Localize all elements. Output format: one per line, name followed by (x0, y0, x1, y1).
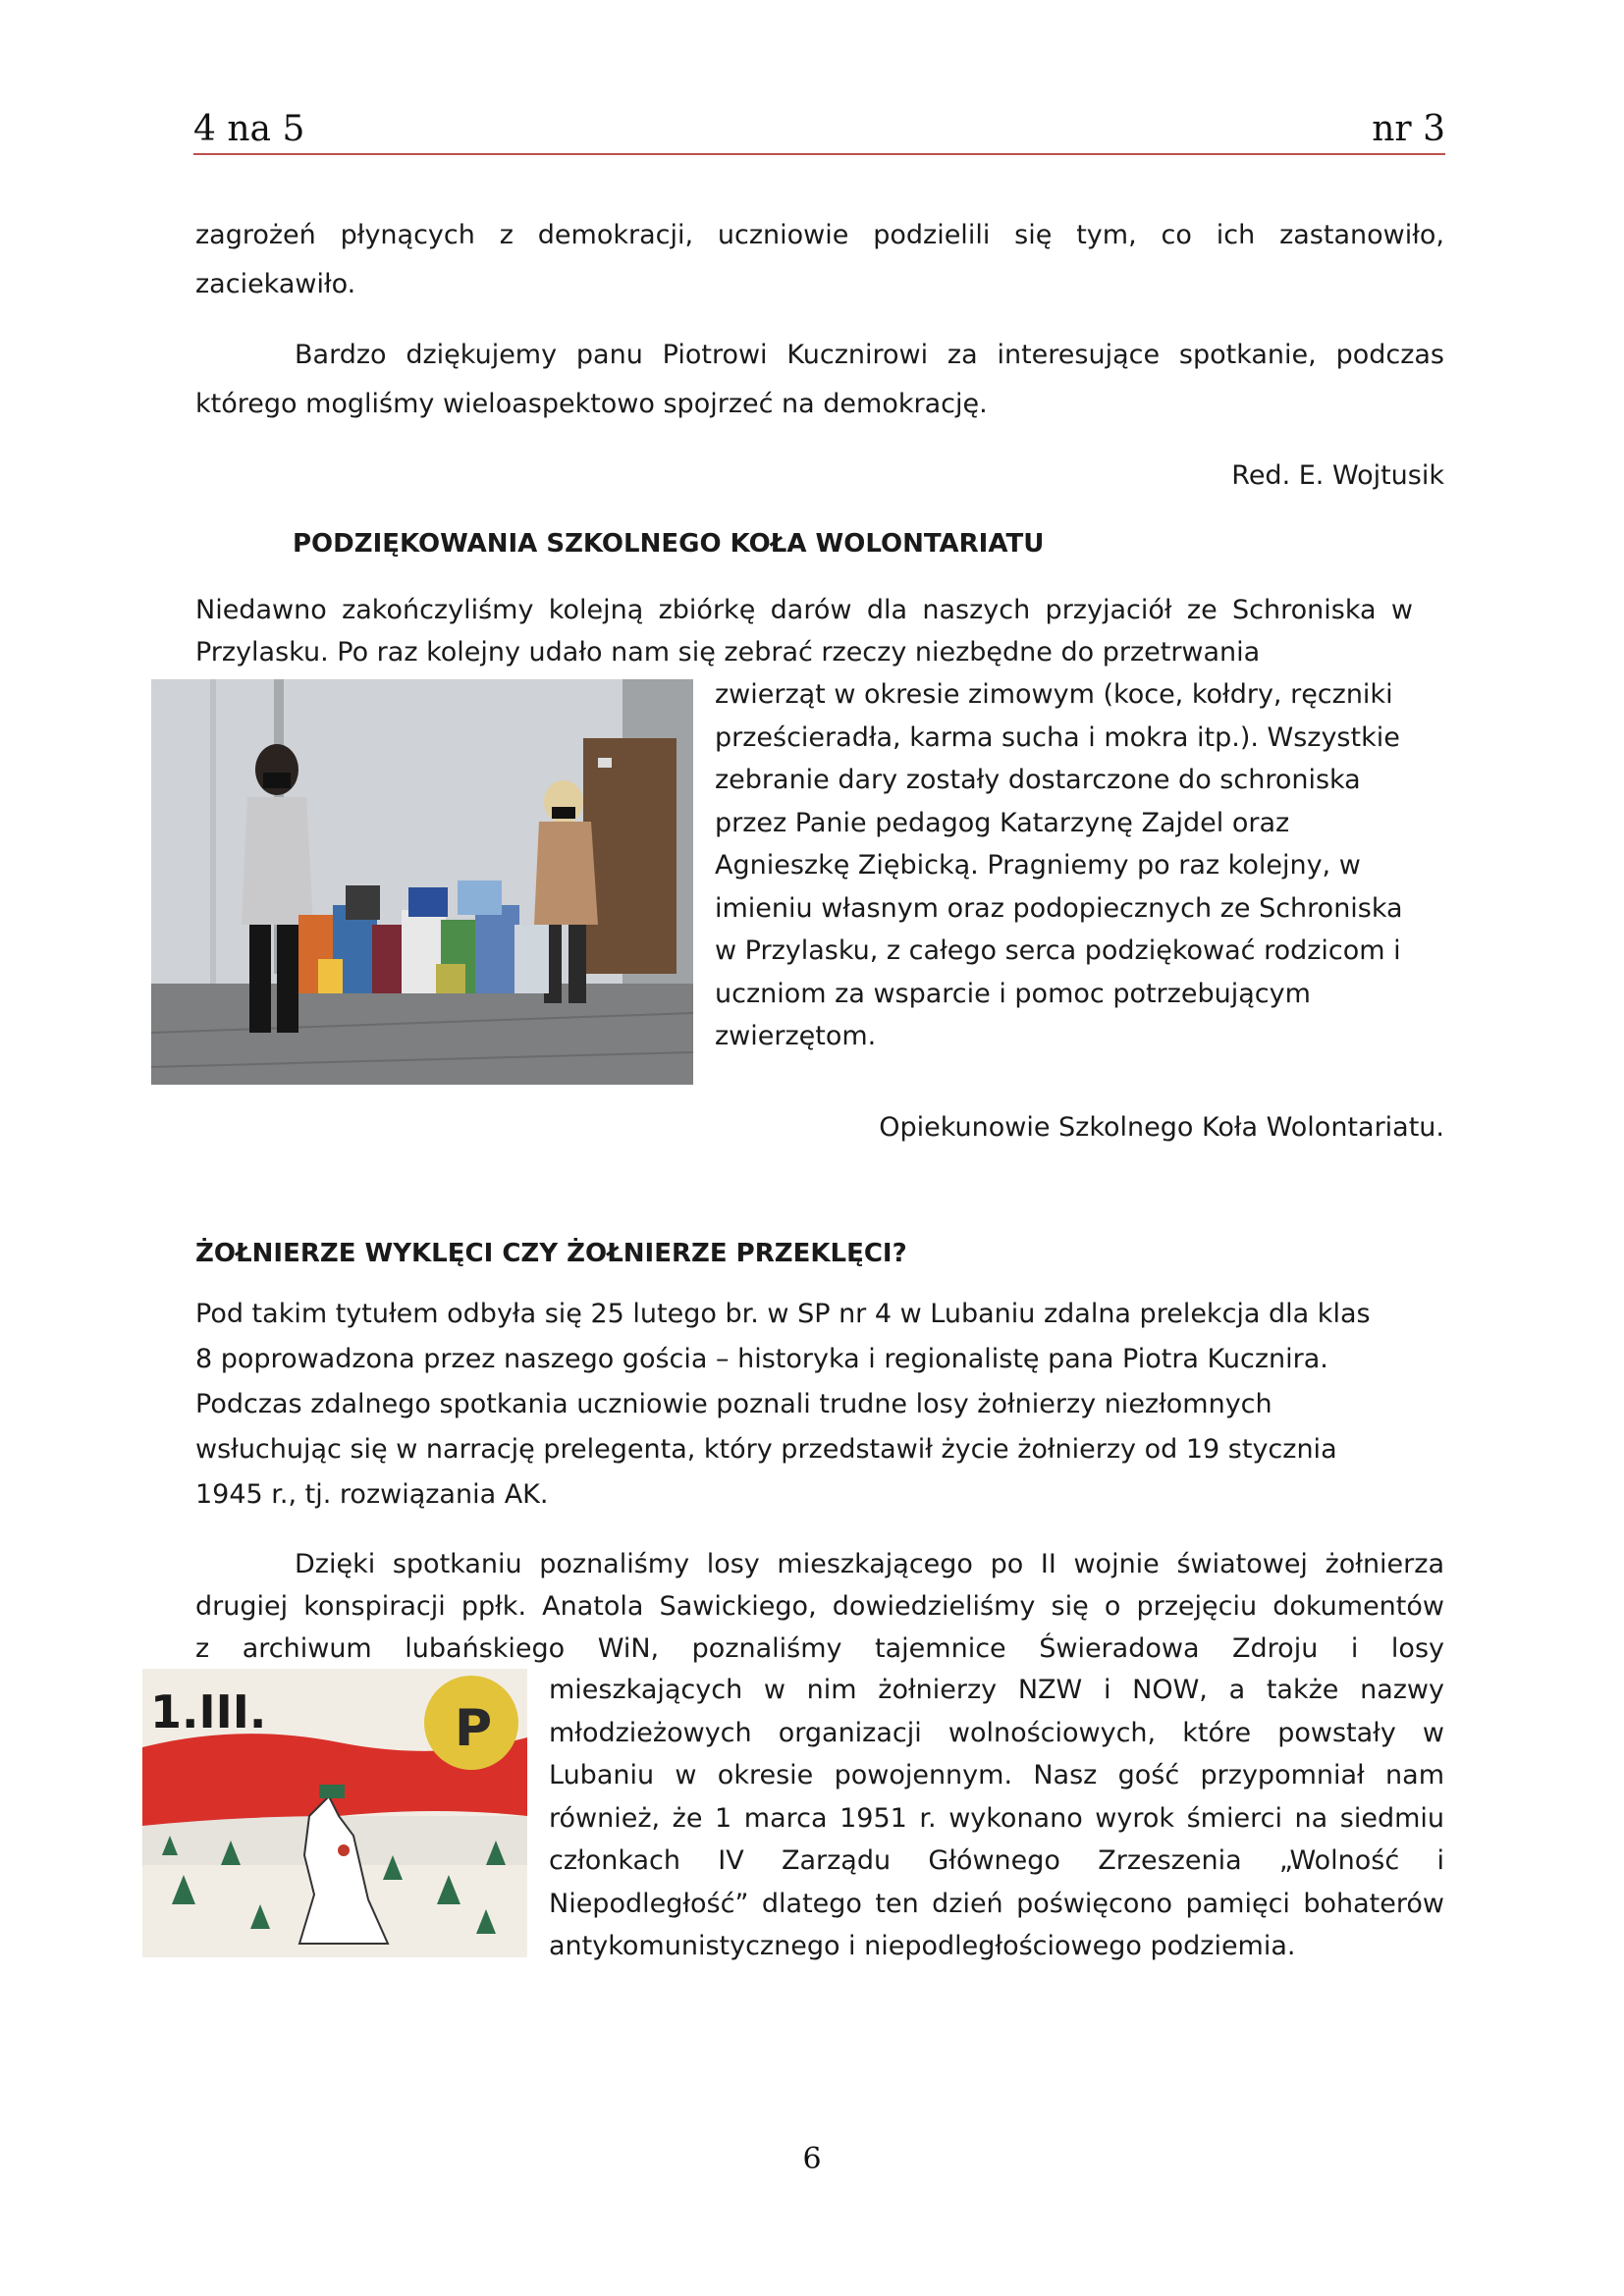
article3-p2-line2: drugiej konspiracji ppłk. Anatola Sawickiego, dowiedzieliśmy się o przejęciu dokumentów (195, 1591, 1444, 1622)
header-title: 4 na 5 (193, 109, 305, 149)
article2-wrap-line: zwierząt w okresie zimowym (koce, kołdry, ręczniki (715, 679, 1393, 710)
article2-line1: Niedawno zakończyliśmy kolejną zbiórkę darów dla naszych przyjaciół ze Schroniska w (195, 595, 1413, 625)
article2-wrap-line: Agnieszkę Ziębicką. Pragniemy po raz kolejny, w (715, 850, 1361, 881)
article2-wrap-line: uczniom za wsparcie i pomoc potrzebującym (715, 978, 1311, 1009)
article2-wrap-line: w Przylasku, z całego serca podziękować rodzicom i (715, 935, 1401, 966)
article3-p2-wrap-line: mieszkających w nim żołnierzy NZW i NOW, a także nazwy (549, 1675, 1444, 1705)
volunteer-photo-illustration (151, 679, 693, 1085)
volunteer-donations-photo (151, 679, 693, 1085)
article1-cont-line2: zaciekawiło. (195, 269, 356, 299)
article3-title: ŻOŁNIERZE WYKLĘCI CZY ŻOŁNIERZE PRZEKLĘCI? (195, 1239, 907, 1268)
cursed-soldiers-poster-image (142, 1669, 527, 1957)
article3-p2-wrap-line: antykomunistycznego i niepodległościowego podziemia. (549, 1931, 1296, 1961)
article3-paragraph1 (195, 1292, 1413, 1518)
article3-p2-wrap-line: młodzieżowych organizacji wolnościowych, które powstały w (549, 1717, 1444, 1748)
article3-p1-line: wsłuchując się w narrację prelegenta, który przedstawił życie żołnierzy od 19 stycznia (195, 1434, 1337, 1465)
article3-p1-line: 1945 r., tj. rozwiązania AK. (195, 1479, 549, 1510)
article2-wrap-line: imieniu własnym oraz podopiecznych ze Schroniska (715, 892, 1403, 924)
page-header (193, 102, 1445, 155)
article3-p2-wrap-line: również, że 1 marca 1951 r. wykonano wyrok śmierci na siedmiu (549, 1802, 1444, 1834)
article1-cont-line1: zagrożeń płynących z demokracji, uczniowie podzielili się tym, co ich zastanowiło, (195, 220, 1444, 250)
article3-p2-line3: z archiwum lubańskiego WiN, poznaliśmy tajemnice Świeradowa Zdroju i losy (195, 1633, 1444, 1664)
article1-thanks-line1: Bardzo dziękujemy panu Piotrowi Kucznirowi za interesujące spotkanie, podczas (295, 340, 1444, 370)
article3-wrapped-text (549, 1669, 1444, 1968)
poster-date-label: 1.III. (150, 1685, 267, 1738)
article2-wrap-line: prześcieradła, karma sucha i mokra itp.). Wszystkie (715, 721, 1400, 753)
header-issue-number: nr 3 (1372, 109, 1445, 149)
article3-p1-line: 8 poprowadzona przez naszego gościa – historyka i regionalistę pana Piotra Kucznira. (195, 1344, 1328, 1374)
article2-title: PODZIĘKOWANIA SZKOLNEGO KOŁA WOLONTARIATU (293, 529, 1045, 559)
page-number: 6 (802, 2142, 822, 2176)
article3-p1-line: Podczas zdalnego spotkania uczniowie poznali trudne losy żołnierzy niezłomnych (195, 1389, 1272, 1419)
article1-thanks-line2: którego mogliśmy wieloaspektowo spojrzeć na demokrację. (195, 389, 988, 419)
article2-line2: Przylasku. Po raz kolejny udało nam się zebrać rzeczy niezbędne do przetrwania (195, 637, 1261, 667)
article2-wrap-line: przez Panie pedagog Katarzynę Zajdel oraz (715, 807, 1290, 838)
article2-signature: Opiekunowie Szkolnego Koła Wolontariatu. (879, 1112, 1444, 1143)
article3-p2-wrap-line: członkach IV Zarządu Głównego Zrzeszenia „Wolność i (549, 1845, 1444, 1876)
article2-wrap-line: zebranie dary zostały dostarczone do schroniska (715, 765, 1361, 795)
poster-illustration (142, 1669, 527, 1957)
article3-p2-line1: Dzięki spotkaniu poznaliśmy losy mieszkającego po II wojnie światowej żołnierza (295, 1549, 1444, 1579)
article3-p2-wrap-line: Niepodległość” dlatego ten dzień poświęcono pamięci bohaterów (549, 1888, 1444, 1919)
article1-signature: Red. E. Wojtusik (1231, 460, 1444, 491)
article3-p2-wrap-line: Lubaniu w okresie powojennym. Nasz gość przypomniał nam (549, 1760, 1444, 1790)
article2-wrapped-text (715, 673, 1441, 1058)
svg-text:P: P (455, 1699, 493, 1758)
article2-wrap-line: zwierzętom. (715, 1021, 877, 1051)
article3-p1-line: Pod takim tytułem odbyła się 25 lutego br. w SP nr 4 w Lubaniu zdalna prelekcja dla klas (195, 1299, 1371, 1329)
